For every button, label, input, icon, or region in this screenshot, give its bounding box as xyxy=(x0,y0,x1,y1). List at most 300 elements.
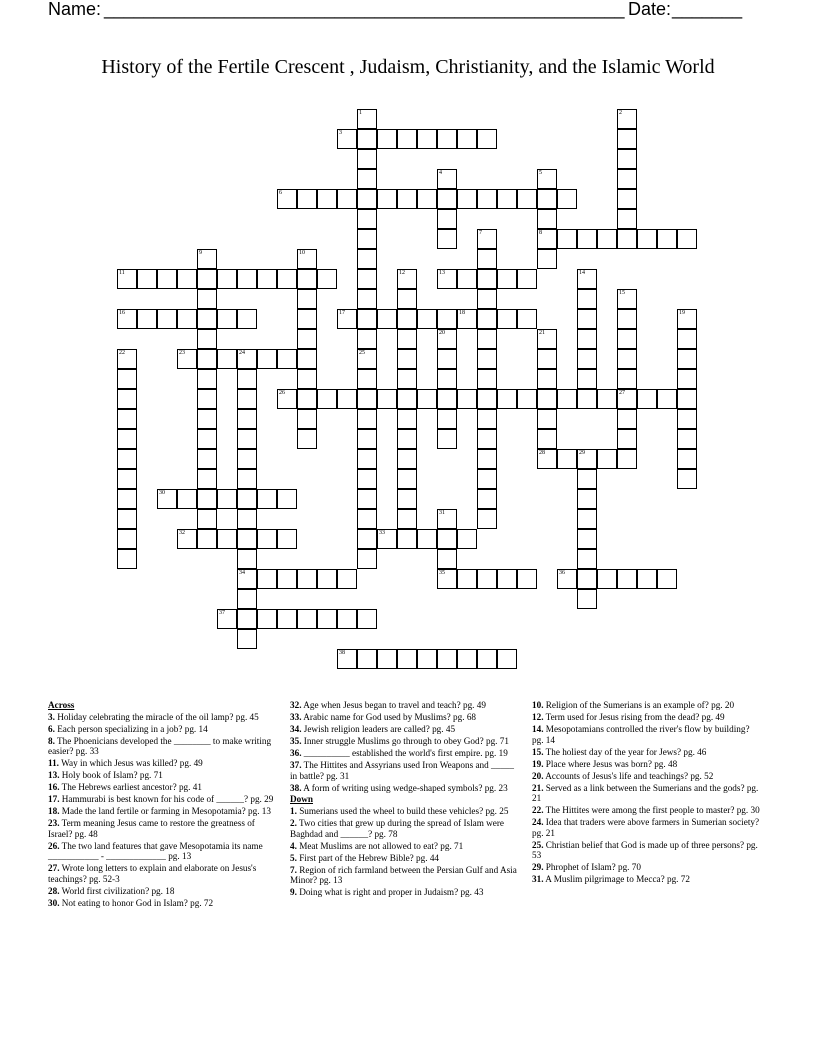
crossword-cell[interactable] xyxy=(297,249,317,269)
crossword-cell[interactable] xyxy=(497,569,517,589)
crossword-cell[interactable] xyxy=(357,409,377,429)
crossword-cell[interactable] xyxy=(197,389,217,409)
crossword-cell[interactable] xyxy=(197,489,217,509)
crossword-cell[interactable] xyxy=(557,569,577,589)
crossword-cell[interactable] xyxy=(677,389,697,409)
crossword-cell[interactable] xyxy=(397,529,417,549)
crossword-cell[interactable] xyxy=(477,489,497,509)
clue-number: 4 xyxy=(439,170,442,176)
crossword-cell[interactable] xyxy=(277,529,297,549)
across-clue: 13. Holy book of Islam? pg. 71 xyxy=(48,770,163,781)
crossword-cell[interactable] xyxy=(457,189,477,209)
crossword-cell[interactable] xyxy=(577,329,597,349)
crossword-cell[interactable] xyxy=(677,469,697,489)
crossword-cell[interactable] xyxy=(477,229,497,249)
crossword-cell[interactable] xyxy=(137,309,157,329)
name-field[interactable]: ____________________________________________________ xyxy=(104,0,625,19)
crossword-cell[interactable] xyxy=(197,329,217,349)
crossword-cell[interactable] xyxy=(397,269,417,289)
crossword-cell[interactable] xyxy=(457,389,477,409)
crossword-cell[interactable] xyxy=(537,209,557,229)
crossword-cell[interactable] xyxy=(437,569,457,589)
crossword-cell[interactable] xyxy=(677,329,697,349)
crossword-cell[interactable] xyxy=(117,309,137,329)
crossword-cell[interactable] xyxy=(357,209,377,229)
crossword-cell[interactable] xyxy=(237,449,257,469)
crossword-cell[interactable] xyxy=(557,449,577,469)
crossword-cell[interactable] xyxy=(197,349,217,369)
crossword-cell[interactable] xyxy=(537,389,557,409)
crossword-cell[interactable] xyxy=(577,509,597,529)
crossword-cell[interactable] xyxy=(377,649,397,669)
crossword-cell[interactable] xyxy=(537,329,557,349)
crossword-cell[interactable] xyxy=(237,589,257,609)
crossword-cell[interactable] xyxy=(357,149,377,169)
crossword-cell[interactable] xyxy=(377,529,397,549)
crossword-cell[interactable] xyxy=(577,269,597,289)
crossword-cell[interactable] xyxy=(397,649,417,669)
crossword-cell[interactable] xyxy=(217,309,237,329)
crossword-cell[interactable] xyxy=(417,389,437,409)
crossword-cell[interactable] xyxy=(277,269,297,289)
crossword-cell[interactable] xyxy=(197,449,217,469)
crossword-cell[interactable] xyxy=(197,469,217,489)
crossword-cell[interactable] xyxy=(237,529,257,549)
crossword-cell[interactable] xyxy=(577,549,597,569)
crossword-cell[interactable] xyxy=(357,649,377,669)
crossword-cell[interactable] xyxy=(257,489,277,509)
crossword-cell[interactable] xyxy=(357,429,377,449)
crossword-cell[interactable] xyxy=(497,649,517,669)
crossword-cell[interactable] xyxy=(617,189,637,209)
crossword-cell[interactable] xyxy=(357,549,377,569)
crossword-cell[interactable] xyxy=(517,269,537,289)
across-clue: 8. The Phoenicians developed the ________ to make writing easier? pg. 33 xyxy=(48,735,272,757)
crossword-cell[interactable] xyxy=(457,649,477,669)
crossword-cell[interactable] xyxy=(397,129,417,149)
crossword-cell[interactable] xyxy=(497,389,517,409)
crossword-cell[interactable] xyxy=(297,329,317,349)
crossword-cell[interactable] xyxy=(237,549,257,569)
crossword-cell[interactable] xyxy=(357,189,377,209)
crossword-cell[interactable] xyxy=(617,149,637,169)
crossword-cell[interactable] xyxy=(237,269,257,289)
crossword-cell[interactable] xyxy=(677,429,697,449)
crossword-cell[interactable] xyxy=(457,569,477,589)
crossword-cell[interactable] xyxy=(497,269,517,289)
crossword-cell[interactable] xyxy=(537,349,557,369)
crossword-cell[interactable] xyxy=(237,489,257,509)
crossword-cell[interactable] xyxy=(297,609,317,629)
crossword-cell[interactable] xyxy=(197,269,217,289)
crossword-cell[interactable] xyxy=(117,389,137,409)
crossword-cell[interactable] xyxy=(437,269,457,289)
crossword-cell[interactable] xyxy=(257,609,277,629)
crossword-cell[interactable] xyxy=(617,129,637,149)
across-clue: 17. Hammurabi is best known for his code of ______? pg. 29 xyxy=(48,794,274,805)
crossword-cell[interactable] xyxy=(237,409,257,429)
crossword-cell[interactable] xyxy=(677,369,697,389)
crossword-cell[interactable] xyxy=(337,129,357,149)
crossword-cell[interactable] xyxy=(517,309,537,329)
crossword-cell[interactable] xyxy=(357,529,377,549)
crossword-cell[interactable] xyxy=(617,389,637,409)
crossword-cell[interactable] xyxy=(477,409,497,429)
crossword-cell[interactable] xyxy=(237,629,257,649)
crossword-cell[interactable] xyxy=(237,429,257,449)
crossword-cell[interactable] xyxy=(537,249,557,269)
crossword-cell[interactable] xyxy=(577,389,597,409)
crossword-cell[interactable] xyxy=(117,549,137,569)
crossword-cell[interactable] xyxy=(537,369,557,389)
down-clue: 4. Meat Muslims are not allowed to eat? pg. 71 xyxy=(290,840,464,851)
crossword-cell[interactable] xyxy=(417,309,437,329)
crossword-cell[interactable] xyxy=(597,569,617,589)
crossword-cell[interactable] xyxy=(357,469,377,489)
crossword-cell[interactable] xyxy=(157,269,177,289)
crossword-cell[interactable] xyxy=(317,609,337,629)
crossword-cell[interactable] xyxy=(437,169,457,189)
crossword-cell[interactable] xyxy=(457,309,477,329)
crossword-cell[interactable] xyxy=(677,309,697,329)
clue-number: 22 xyxy=(119,350,125,356)
crossword-cell[interactable] xyxy=(617,169,637,189)
crossword-cell[interactable] xyxy=(517,569,537,589)
crossword-cell[interactable] xyxy=(617,569,637,589)
crossword-cell[interactable] xyxy=(377,129,397,149)
crossword-cell[interactable] xyxy=(597,449,617,469)
crossword-cell[interactable] xyxy=(297,309,317,329)
crossword-cell[interactable] xyxy=(537,169,557,189)
crossword-cell[interactable] xyxy=(437,389,457,409)
crossword-cell[interactable] xyxy=(477,389,497,409)
across-clue: 34. Jewish religion leaders are called? pg. 45 xyxy=(290,723,456,734)
crossword-cell[interactable] xyxy=(197,429,217,449)
crossword-cell[interactable] xyxy=(617,349,637,369)
crossword-cell[interactable] xyxy=(217,349,237,369)
clue-number: 25 xyxy=(359,350,365,356)
crossword-cell[interactable] xyxy=(237,369,257,389)
crossword-cell[interactable] xyxy=(537,409,557,429)
crossword-cell[interactable] xyxy=(117,429,137,449)
crossword-cell[interactable] xyxy=(357,229,377,249)
crossword-cell[interactable] xyxy=(497,189,517,209)
crossword-cell[interactable] xyxy=(517,389,537,409)
crossword-cell[interactable] xyxy=(297,389,317,409)
crossword-cell[interactable] xyxy=(437,649,457,669)
crossword-cell[interactable] xyxy=(197,289,217,309)
crossword-cell[interactable] xyxy=(117,489,137,509)
crossword-cell[interactable] xyxy=(597,229,617,249)
crossword-cell[interactable] xyxy=(557,189,577,209)
crossword-cell[interactable] xyxy=(497,309,517,329)
crossword-cell[interactable] xyxy=(177,309,197,329)
crossword-cell[interactable] xyxy=(177,269,197,289)
crossword-cell[interactable] xyxy=(297,349,317,369)
clue-number: 7 xyxy=(479,230,482,236)
crossword-cell[interactable] xyxy=(277,569,297,589)
crossword-cell[interactable] xyxy=(577,369,597,389)
crossword-cell[interactable] xyxy=(437,349,457,369)
crossword-cell[interactable] xyxy=(477,429,497,449)
crossword-cell[interactable] xyxy=(337,649,357,669)
crossword-cell[interactable] xyxy=(357,309,377,329)
crossword-cell[interactable] xyxy=(197,529,217,549)
crossword-cell[interactable] xyxy=(257,349,277,369)
crossword-cell[interactable] xyxy=(397,369,417,389)
crossword-cell[interactable] xyxy=(217,609,237,629)
crossword-cell[interactable] xyxy=(197,309,217,329)
crossword-cell[interactable] xyxy=(297,189,317,209)
crossword-cell[interactable] xyxy=(237,309,257,329)
crossword-cell[interactable] xyxy=(557,229,577,249)
crossword-cell[interactable] xyxy=(417,129,437,149)
crossword-cell[interactable] xyxy=(657,569,677,589)
crossword-cell[interactable] xyxy=(477,129,497,149)
crossword-cell[interactable] xyxy=(477,569,497,589)
crossword-cell[interactable] xyxy=(397,449,417,469)
crossword-cell[interactable] xyxy=(117,409,137,429)
clue-number: 28 xyxy=(539,450,545,456)
crossword-cell[interactable] xyxy=(577,469,597,489)
crossword-cell[interactable] xyxy=(437,229,457,249)
crossword-cell[interactable] xyxy=(157,309,177,329)
crossword-cell[interactable] xyxy=(177,529,197,549)
crossword-cell[interactable] xyxy=(597,389,617,409)
crossword-cell[interactable] xyxy=(577,289,597,309)
crossword-cell[interactable] xyxy=(437,129,457,149)
crossword-cell[interactable] xyxy=(477,449,497,469)
crossword-cell[interactable] xyxy=(397,389,417,409)
clue-number: 23 xyxy=(179,350,185,356)
crossword-cell[interactable] xyxy=(297,409,317,429)
crossword-cell[interactable] xyxy=(477,369,497,389)
crossword-cell[interactable] xyxy=(237,609,257,629)
crossword-cell[interactable] xyxy=(437,309,457,329)
date-field[interactable]: _______ xyxy=(672,0,743,19)
crossword-cell[interactable] xyxy=(637,229,657,249)
crossword-cell[interactable] xyxy=(357,169,377,189)
crossword-cell[interactable] xyxy=(397,489,417,509)
crossword-cell[interactable] xyxy=(277,189,297,209)
crossword-cell[interactable] xyxy=(397,189,417,209)
crossword-cell[interactable] xyxy=(617,329,637,349)
crossword-cell[interactable] xyxy=(297,429,317,449)
crossword-cell[interactable] xyxy=(177,489,197,509)
crossword-cell[interactable] xyxy=(317,269,337,289)
crossword-cell[interactable] xyxy=(377,389,397,409)
crossword-cell[interactable] xyxy=(437,329,457,349)
crossword-cell[interactable] xyxy=(437,369,457,389)
crossword-cell[interactable] xyxy=(117,449,137,469)
crossword-cell[interactable] xyxy=(277,349,297,369)
crossword-cell[interactable] xyxy=(437,409,457,429)
crossword-cell[interactable] xyxy=(137,269,157,289)
crossword-cell[interactable] xyxy=(317,569,337,589)
crossword-cell[interactable] xyxy=(577,489,597,509)
crossword-cell[interactable] xyxy=(517,189,537,209)
crossword-cell[interactable] xyxy=(237,469,257,489)
crossword-cell[interactable] xyxy=(477,349,497,369)
crossword-cell[interactable] xyxy=(297,569,317,589)
crossword-cell[interactable] xyxy=(357,129,377,149)
crossword-cell[interactable] xyxy=(657,389,677,409)
crossword-cell[interactable] xyxy=(377,309,397,329)
crossword-cell[interactable] xyxy=(477,249,497,269)
crossword-cell[interactable] xyxy=(257,569,277,589)
crossword-cell[interactable] xyxy=(117,349,137,369)
crossword-cell[interactable] xyxy=(417,189,437,209)
crossword-cell[interactable] xyxy=(457,129,477,149)
crossword-cell[interactable] xyxy=(577,349,597,369)
crossword-cell[interactable] xyxy=(577,309,597,329)
crossword-cell[interactable] xyxy=(117,529,137,549)
crossword-cell[interactable] xyxy=(537,429,557,449)
crossword-cell[interactable] xyxy=(397,289,417,309)
crossword-cell[interactable] xyxy=(577,529,597,549)
crossword-cell[interactable] xyxy=(337,309,357,329)
page-title: History of the Fertile Crescent , Judaism, Christianity, and the Islamic World xyxy=(101,56,715,78)
crossword-cell[interactable] xyxy=(477,269,497,289)
crossword-cell[interactable] xyxy=(617,449,637,469)
crossword-cell[interactable] xyxy=(117,369,137,389)
crossword-cell[interactable] xyxy=(357,109,377,129)
crossword-cell[interactable] xyxy=(237,509,257,529)
crossword-cell[interactable] xyxy=(237,389,257,409)
crossword-cell[interactable] xyxy=(397,469,417,489)
crossword-cell[interactable] xyxy=(357,269,377,289)
crossword-cell[interactable] xyxy=(357,389,377,409)
crossword-cell[interactable] xyxy=(637,569,657,589)
crossword-cell[interactable] xyxy=(297,369,317,389)
clue-number: 36 xyxy=(559,570,565,576)
crossword-cell[interactable] xyxy=(197,409,217,429)
crossword-cell[interactable] xyxy=(477,509,497,529)
crossword-cell[interactable] xyxy=(477,189,497,209)
crossword-cell[interactable] xyxy=(357,329,377,349)
crossword-cell[interactable] xyxy=(237,349,257,369)
crossword-cell[interactable] xyxy=(217,269,237,289)
crossword-cell[interactable] xyxy=(417,529,437,549)
crossword-cell[interactable] xyxy=(117,469,137,489)
crossword-cell[interactable] xyxy=(297,289,317,309)
down-clue: 31. A Muslim pilgrimage to Mecca? pg. 72 xyxy=(532,874,690,885)
crossword-cell[interactable] xyxy=(217,529,237,549)
crossword-cell[interactable] xyxy=(537,229,557,249)
crossword-cell[interactable] xyxy=(317,389,337,409)
crossword-cell[interactable] xyxy=(617,109,637,129)
crossword-cell[interactable] xyxy=(377,189,397,209)
crossword-cell[interactable] xyxy=(157,489,177,509)
crossword-cell[interactable] xyxy=(357,509,377,529)
crossword-cell[interactable] xyxy=(577,589,597,609)
crossword-cell[interactable] xyxy=(257,529,277,549)
crossword-cell[interactable] xyxy=(537,449,557,469)
crossword-cell[interactable] xyxy=(117,509,137,529)
crossword-cell[interactable] xyxy=(277,609,297,629)
crossword-cell[interactable] xyxy=(197,369,217,389)
crossword-cell[interactable] xyxy=(617,429,637,449)
crossword-cell[interactable] xyxy=(617,409,637,429)
clue-number: 6 xyxy=(279,190,282,196)
crossword-cell[interactable] xyxy=(657,229,677,249)
crossword-cell[interactable] xyxy=(677,409,697,429)
crossword-cell[interactable] xyxy=(577,569,597,589)
crossword-cell[interactable] xyxy=(357,609,377,629)
crossword-cell[interactable] xyxy=(457,269,477,289)
crossword-cell[interactable] xyxy=(397,309,417,329)
crossword-cell[interactable] xyxy=(617,289,637,309)
crossword-cell[interactable] xyxy=(357,289,377,309)
crossword-cell[interactable] xyxy=(437,429,457,449)
crossword-cell[interactable] xyxy=(577,229,597,249)
crossword-cell[interactable] xyxy=(437,529,457,549)
crossword-cell[interactable] xyxy=(537,189,557,209)
crossword-cell[interactable] xyxy=(677,349,697,369)
crossword-cell[interactable] xyxy=(197,509,217,529)
crossword-cell[interactable] xyxy=(437,549,457,569)
crossword-cell[interactable] xyxy=(677,229,697,249)
crossword-cell[interactable] xyxy=(337,389,357,409)
crossword-cell[interactable] xyxy=(357,369,377,389)
down-clue: 19. Place where Jesus was born? pg. 48 xyxy=(532,758,678,769)
crossword-cell[interactable] xyxy=(457,529,477,549)
crossword-cell[interactable] xyxy=(477,329,497,349)
crossword-cell[interactable] xyxy=(437,189,457,209)
crossword-cell[interactable] xyxy=(357,489,377,509)
crossword-cell[interactable] xyxy=(617,229,637,249)
crossword-cell[interactable] xyxy=(397,409,417,429)
crossword-cell[interactable] xyxy=(477,469,497,489)
crossword-cell[interactable] xyxy=(557,389,577,409)
crossword-cell[interactable] xyxy=(397,509,417,529)
crossword-cell[interactable] xyxy=(277,489,297,509)
crossword-cell[interactable] xyxy=(617,369,637,389)
crossword-cell[interactable] xyxy=(337,569,357,589)
crossword-cell[interactable] xyxy=(477,309,497,329)
crossword-cell[interactable] xyxy=(357,249,377,269)
crossword-cell[interactable] xyxy=(237,569,257,589)
crossword-cell[interactable] xyxy=(217,489,237,509)
crossword-cell[interactable] xyxy=(437,509,457,529)
crossword-cell[interactable] xyxy=(357,449,377,469)
crossword-cell[interactable] xyxy=(397,329,417,349)
crossword-cell[interactable] xyxy=(637,389,657,409)
crossword-cell[interactable] xyxy=(357,349,377,369)
crossword-cell[interactable] xyxy=(477,289,497,309)
crossword-cell[interactable] xyxy=(677,449,697,469)
crossword-cell[interactable] xyxy=(297,269,317,289)
crossword-cell[interactable] xyxy=(277,389,297,409)
crossword-cell[interactable] xyxy=(617,309,637,329)
crossword-cell[interactable] xyxy=(117,269,137,289)
crossword-cell[interactable] xyxy=(617,209,637,229)
crossword-cell[interactable] xyxy=(177,349,197,369)
crossword-cell[interactable] xyxy=(577,449,597,469)
crossword-cell[interactable] xyxy=(197,249,217,269)
crossword-cell[interactable] xyxy=(397,429,417,449)
crossword-cell[interactable] xyxy=(337,609,357,629)
across-clue: 30. Not eating to honor God in Islam? pg. 72 xyxy=(48,897,214,908)
crossword-cell[interactable] xyxy=(437,209,457,229)
crossword-cell[interactable] xyxy=(317,189,337,209)
clue-number: 35 xyxy=(439,570,445,576)
crossword-cell[interactable] xyxy=(337,189,357,209)
crossword-cell[interactable] xyxy=(257,269,277,289)
crossword-cell[interactable] xyxy=(417,649,437,669)
crossword-cell[interactable] xyxy=(397,349,417,369)
crossword-cell[interactable] xyxy=(477,649,497,669)
